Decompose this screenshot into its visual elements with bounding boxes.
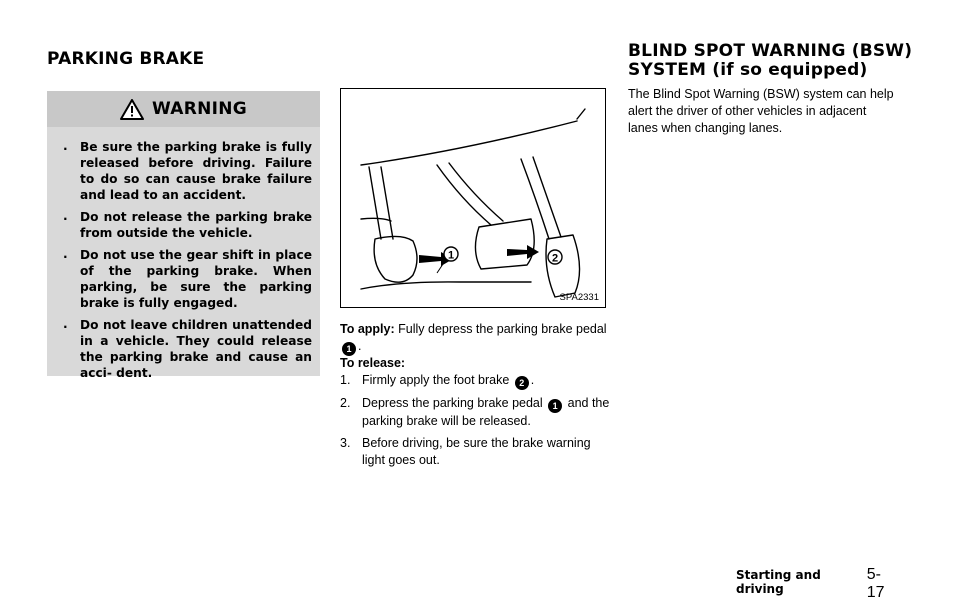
step-number: 2.	[340, 396, 351, 410]
callout-2-label: 2	[551, 252, 559, 265]
warning-item: . Do not release the parking brake from outside the vehicle.	[60, 209, 312, 241]
apply-instruction	[340, 321, 610, 356]
bsw-paragraph: The Blind Spot Warning (BSW) system can help alert the driver of other vehicles in adjacent lanes when changing lanes.	[628, 87, 894, 135]
release-step	[340, 395, 610, 430]
callout-1-label: 1	[447, 249, 455, 262]
warning-title: WARNING	[151, 99, 248, 119]
pedal-illustration	[340, 88, 606, 308]
warning-triangle-icon	[120, 99, 144, 120]
callout-ref-icon: 1	[548, 399, 562, 413]
step-number: 3.	[340, 436, 351, 450]
footer-page-number: 5-17	[866, 566, 885, 601]
release-step	[340, 372, 610, 390]
apply-end: .	[358, 339, 362, 353]
callout-ref-icon: 2	[515, 376, 529, 390]
warning-list	[60, 139, 312, 387]
callout-ref-icon: 1	[342, 342, 356, 356]
step-text: Before driving, be sure the brake warning light goes out.	[362, 436, 591, 467]
bsw-heading-line-1: BLIND SPOT WARNING (BSW)	[628, 41, 913, 61]
pedal-drawing	[341, 89, 605, 307]
step-text: Firmly apply the foot brake	[362, 373, 510, 387]
section-heading-parking-brake: PARKING BRAKE	[47, 49, 205, 69]
apply-text: Fully depress the parking brake pedal	[398, 322, 607, 336]
release-label: To release:	[340, 356, 406, 370]
step-text: Depress the parking brake pedal	[362, 396, 543, 410]
page-footer	[736, 566, 896, 602]
step-text-end: .	[530, 373, 535, 387]
release-steps	[340, 372, 610, 474]
release-step	[340, 435, 610, 469]
footer-section: Starting and driving	[736, 568, 821, 596]
warning-item: . Do not use the gear shift in place of the parking brake. When parking, be sure the parking brake is fully engaged.	[60, 247, 312, 311]
step-number: 1.	[340, 373, 351, 387]
apply-label: To apply:	[340, 322, 395, 336]
warning-header	[47, 91, 320, 127]
section-heading-bsw	[628, 42, 928, 80]
bsw-heading-line-2: SYSTEM (if so equipped)	[628, 60, 868, 80]
step-text-end: and the parking brake will be released.	[362, 396, 610, 428]
warning-item: . Do not leave children unattended in a vehicle. They could release the parking brake and cause an acci- dent.	[60, 317, 312, 381]
warning-item: . Be sure the parking brake is fully released before driving. Failure to do so can cause brake failure and lead to an accident.	[60, 139, 312, 203]
figure-code: SPA2331	[559, 292, 599, 303]
